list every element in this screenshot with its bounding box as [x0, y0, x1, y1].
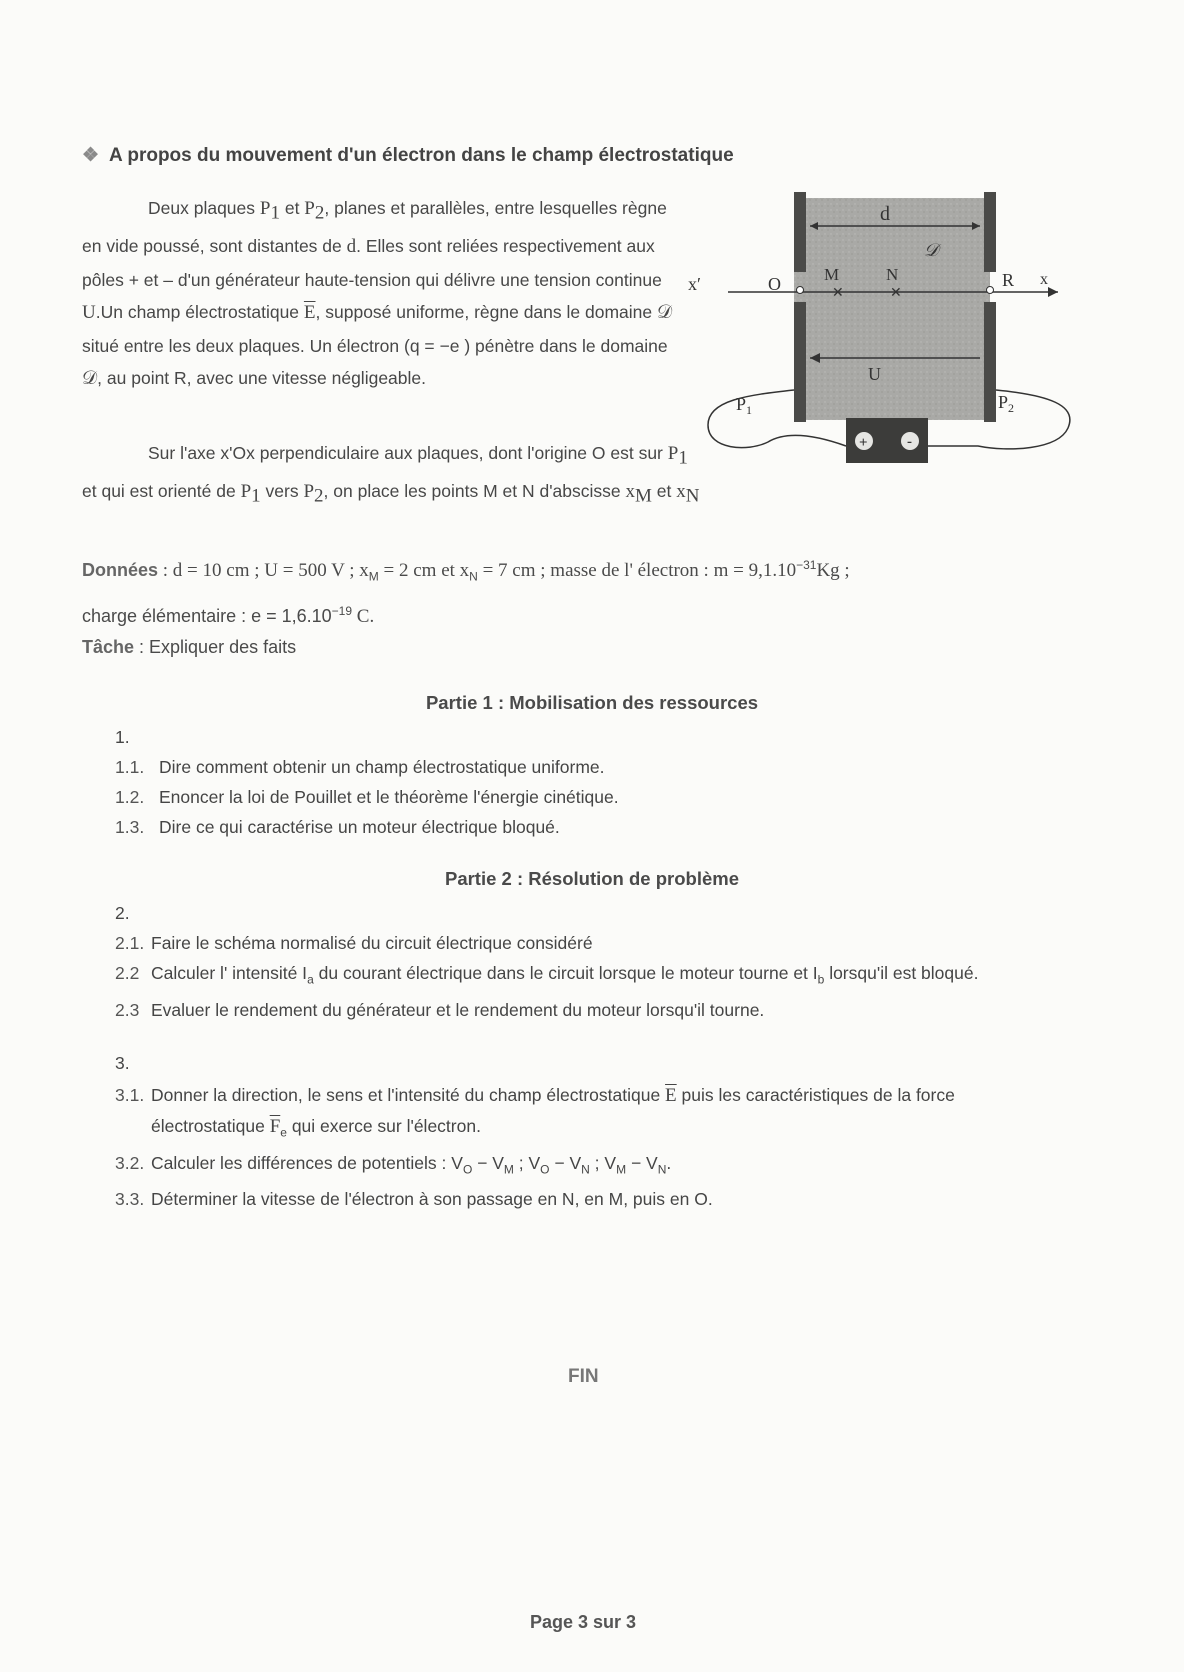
label-x: x	[1040, 271, 1048, 288]
part3-number: 3.	[115, 1053, 130, 1073]
label-o: O	[768, 274, 781, 294]
label-p1: $P_1$	[736, 394, 753, 417]
plate-p2-bottom	[984, 302, 996, 422]
list-item: 1.2. Enoncer la loi de Pouillet et le théorème l'énergie cinétique.	[115, 787, 619, 807]
section-title-text: A propos du mouvement d'un électron dans le champ électrostatique	[109, 145, 734, 166]
point-r	[987, 287, 994, 294]
end-marker: FIN	[568, 1366, 599, 1387]
part2-list	[115, 898, 1175, 1025]
list-item: 1.3. Dire ce qui caractérise un moteur électrique bloqué.	[115, 817, 560, 837]
plate-p1-top	[794, 192, 806, 272]
label-d: d	[880, 203, 890, 225]
part1-number: 1.	[115, 727, 130, 747]
part2-number: 2.	[115, 903, 130, 923]
list-item: 2.2 Calculer l' intensité $I_a$ du courant électrique dans le circuit lorsque le moteur tourne et $I_b$ lorsqu'il est bloqué.	[115, 963, 979, 987]
intro-paragraph-2: Sur l'axe x'Ox perpendiculaire aux plaques, dont l'origine O est sur $P_1$ et qui est orienté de $P_1$ vers $P_2$, on place les points M et N d'abscisse $x_M$ et $x_N$	[82, 443, 700, 507]
point-o	[797, 287, 804, 294]
list-item: 1.1. Dire comment obtenir un champ électrostatique uniforme.	[115, 757, 605, 777]
label-x-prime: x′	[688, 274, 701, 294]
plate-p1-bottom	[794, 302, 806, 422]
label-p2: $P_2$	[998, 392, 1015, 415]
data-section: Données : d = 10 cm ; U = 500 V ; $x_M = 2$ cm et $x_N = 7$ cm ; masse de l' électron : $m = 9,1.10^{-31}Kg$ ; charge élémentaire : $e = 1,6.10^{-19}$ C.	[82, 558, 850, 627]
task-line: Tâche : Expliquer des faits	[82, 637, 297, 657]
list-item: 2.1. Faire le schéma normalisé du circuit électrique considéré	[115, 933, 593, 953]
label-domain: 𝒟	[924, 240, 939, 260]
minus-sign: -	[907, 434, 912, 450]
plus-sign: +	[859, 435, 868, 451]
list-item: 3.3. Déterminer la vitesse de l'électron à son passage en N, en M, puis en O.	[115, 1189, 713, 1209]
cross-n-icon: ✕	[890, 286, 902, 301]
capacitor-diagram	[688, 190, 1134, 500]
part1-title: Partie 1 : Mobilisation des ressources	[425, 692, 759, 713]
page-number: Page 3 sur 3	[530, 1612, 637, 1632]
label-m: M	[824, 265, 840, 284]
cross-m-icon: ✕	[832, 286, 844, 301]
list-item: 3.2. Calculer les différences de potentiels : $V_O - V_M$ ; $V_O - V_N$ ; $V_M - V_N$.	[115, 1152, 672, 1176]
label-r: R	[1002, 270, 1015, 290]
list-item-continuation: électrostatique $\overline{F}_e$ qui exerce sur l'électron.	[151, 1116, 481, 1140]
diamond-bullet-icon: ❖	[82, 145, 100, 166]
intro-paragraph-1: Deux plaques $P_1$ et $P_2$, planes et parallèles, entre lesquelles règne en vide poussé, sont distantes de d. Elles sont reliées respectivement aux pôles + et – d'un générateur haute-tension qui délivre une tension continue U.Un champ électrostatique $\overline{E}$, supposé uniforme, règne dans le domaine 𝒟 situé entre les deux plaques. Un électron (q = −e ) pénètre dans le domaine 𝒟, au point R, avec une vitesse négligeable.	[82, 198, 673, 389]
part1-list	[115, 722, 619, 842]
section-title	[82, 144, 734, 167]
domain-region	[794, 198, 990, 420]
list-item: 3.1. Donner la direction, le sens et l'intensité du champ électrostatique $\overline{E}$ puis les caractéristiques de la force	[115, 1085, 955, 1106]
plate-p2-top	[984, 192, 996, 272]
label-u: U	[868, 364, 881, 384]
list-item: 2.3 Evaluer le rendement du générateur et le rendement du moteur lorsqu'il tourne.	[115, 999, 765, 1020]
label-n: N	[886, 265, 899, 284]
part3-list	[115, 1048, 1175, 1214]
part2-title: Partie 2 : Résolution de problème	[444, 868, 739, 889]
